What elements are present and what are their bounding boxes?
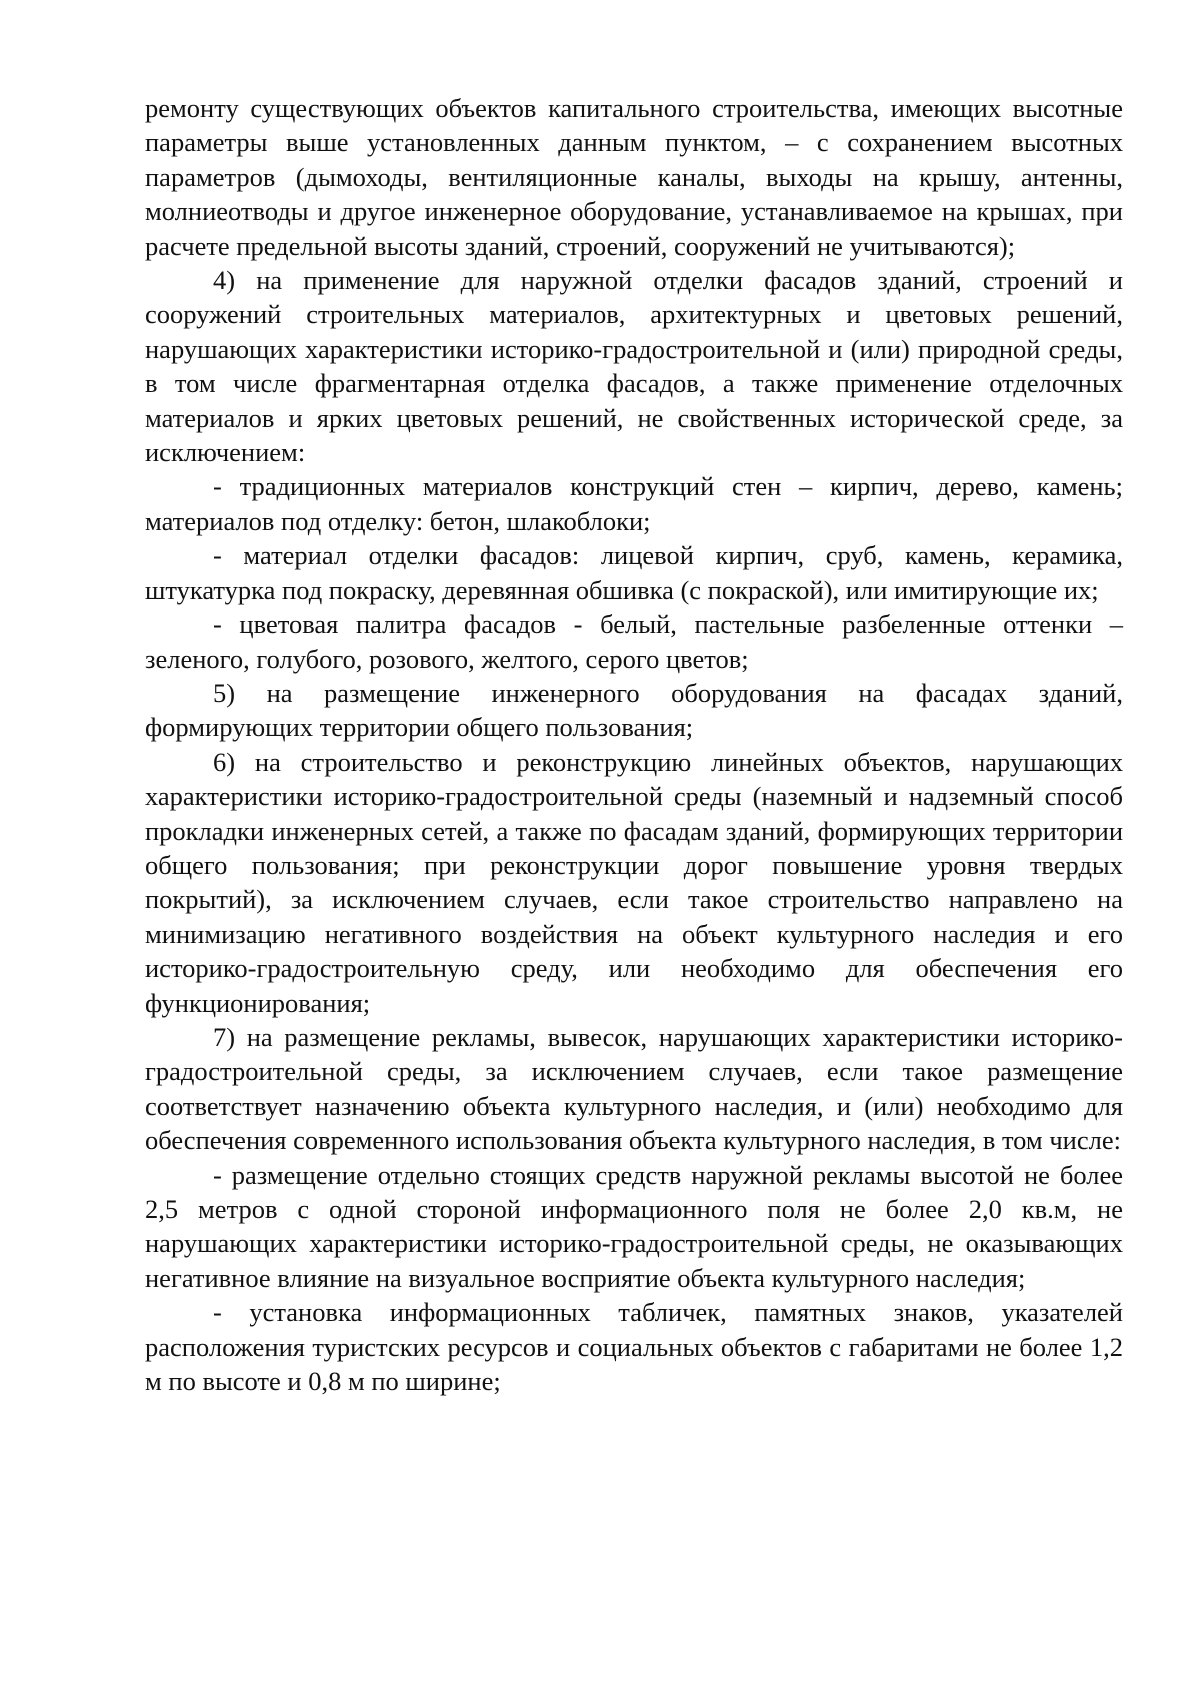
paragraph-continuation: ремонту существующих объектов капитального строительства, имеющих высотные параметры выше установленных данным пунктом, – с сохранением высотных параметров (дымоходы, вентиляционные каналы, выходы на крышу, антенны, молниеотводы и другое инженерное оборудование, устанавливаемое на крышах, при расчете предельной высоты зданий, строений, сооружений не учитываются); — [145, 93, 1123, 261]
paragraph-item-7: 7) на размещение рекламы, вывесок, нарушающих характеристики историко-градостроительной среды, за исключением случаев, если такое размещение соответствует назначению объекта культурного наследия, и (или) необходимо для обеспечения современного использования объекта культурного наследия, в том числе: — [145, 1021, 1123, 1156]
paragraph-information-signs: - установка информационных табличек, памятных знаков, указателей расположения туристских ресурсов и социальных объектов с габаритами не более 1,2 м по высоте и 0,8 м по ширине; — [145, 1297, 1123, 1397]
paragraph-wall-materials: - традиционных материалов конструкций стен – кирпич, дерево, камень; материалов под отделку: бетон, шлакоблоки; — [145, 471, 1123, 536]
paragraph-item-6: 6) на строительство и реконструкцию линейных объектов, нарушающих характеристики историко-градостроительной среды (наземный и надземный способ прокладки инженерных сетей, а также по фасадам зданий, формирующих территории общего пользования; при реконструкции дорог повышение уровня твердых покрытий), за исключением случаев, если такое строительство направлено на минимизацию негативного воздействия на объект культурного наследия и его историко-градостроительную среду, или необходимо для обеспечения его функционирования; — [145, 746, 1123, 1018]
paragraph-facade-materials: - материал отделки фасадов: лицевой кирпич, сруб, камень, керамика, штукатурка под покраску, деревянная обшивка (с покраской), или имитирующие их; — [145, 540, 1123, 605]
paragraph-outdoor-advertising: - размещение отдельно стоящих средств наружной рекламы высотой не более 2,5 метров с одной стороной информационного поля не более 2,0 кв.м, не нарушающих характеристики историко-градостроительной среды, не оказывающих негативное влияние на визуальное восприятие объекта культурного наследия; — [145, 1159, 1123, 1293]
paragraph-color-palette: - цветовая палитра фасадов - белый, пастельные разбеленные оттенки – зеленого, голубого, розового, желтого, серого цветов; — [145, 609, 1123, 674]
document-body — [145, 91, 1123, 1398]
paragraph-item-4: 4) на применение для наружной отделки фасадов зданий, строений и сооружений строительных материалов, архитектурных и цветовых решений, нарушающих характеристики историко-градостроительной и (или) природной среды, в том числе фрагментарная отделка фасадов, а также применение отделочных материалов и ярких цветовых решений, не свойственных исторической среде, за исключением: — [145, 265, 1123, 468]
paragraph-item-5: 5) на размещение инженерного оборудования на фасадах зданий, формирующих территории общего пользования; — [145, 677, 1123, 743]
